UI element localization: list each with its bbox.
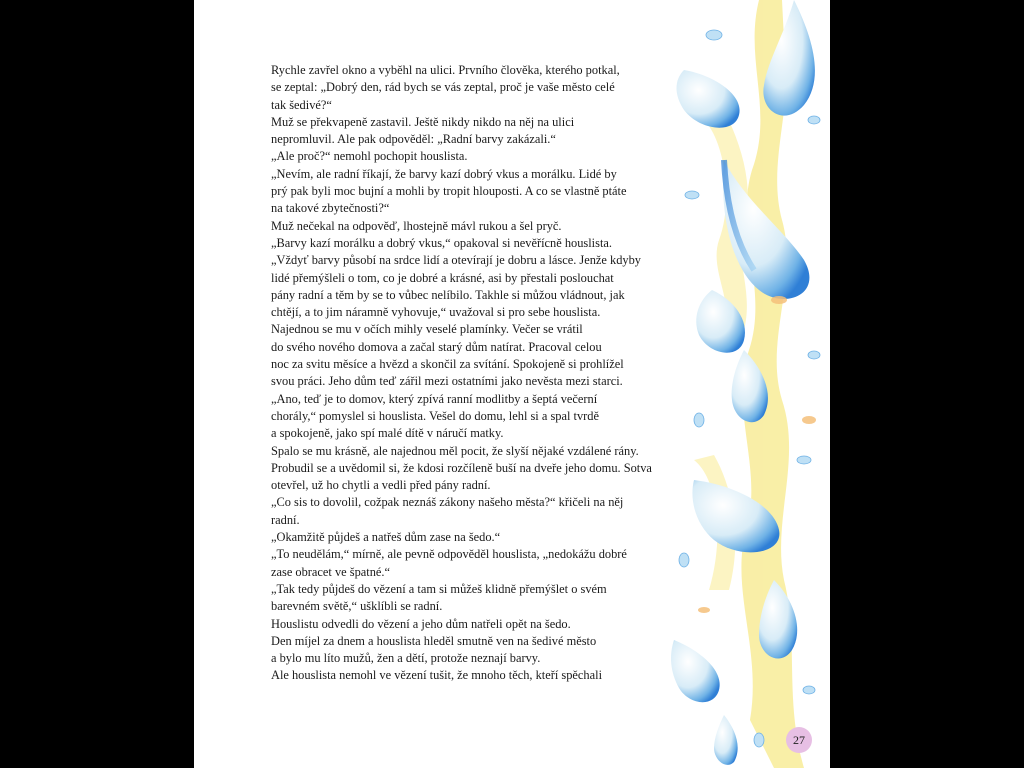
page-number-badge: 27 xyxy=(786,727,812,753)
watercolor-drops-illustration xyxy=(664,0,830,768)
story-text xyxy=(271,62,691,685)
text-line: „Vždyť barvy působí na srdce lidí a otevírají je dobru a lásce. Jenže kdyby xyxy=(271,253,642,268)
text-line: „Nevím, ale radní říkají, že barvy kazí dobrý vkus a morálku. Lidé by xyxy=(271,166,617,181)
book-page xyxy=(194,0,830,768)
text-line: prý pak byli moc bujní a mohli by tropit hlouposti. A co se vlastně ptáte xyxy=(271,184,627,199)
text-line: a bylo mu líto mužů, žen a dětí, protože neznají barvy. xyxy=(271,651,541,666)
text-line: nepromluvil. Ale pak odpověděl: „Radní barvy zakázali.“ xyxy=(271,132,556,147)
text-line: radní. xyxy=(271,512,300,527)
text-line: noc za svitu měsíce a hvězd a skončil za svítání. Spokojeně si prohlížel xyxy=(271,357,624,372)
text-line: se zeptal: „Dobrý den, rád bych se vás zeptal, proč je vaše město celé xyxy=(271,80,615,95)
text-line: Probudil se a uvědomil si, že kdosi rozčíleně buší na dveře jeho domu. Sotva xyxy=(271,460,652,475)
text-line: zase obracet ve špatné.“ xyxy=(271,564,391,579)
text-line: chtějí, a to jim náramně vyhovuje,“ uvažoval si pro sebe houslista. xyxy=(271,305,601,320)
text-line: chorály,“ pomyslel si houslista. Vešel do domu, lehl si a spal tvrdě xyxy=(271,408,599,423)
text-line: Najednou se mu v očích mihly veselé plamínky. Večer se vrátil xyxy=(271,322,583,337)
text-line: „Co sis to dovolil, cožpak neznáš zákony našeho města?“ křičeli na něj xyxy=(271,495,624,510)
text-line: „Tak tedy půjdeš do vězení a tam si můžeš klidně přemýšlet o svém xyxy=(271,581,607,596)
text-line: Muž nečekal na odpověď, lhostejně mávl rukou a šel pryč. xyxy=(271,218,562,233)
text-line: do svého nového domova a začal starý dům natírat. Pracoval celou xyxy=(271,339,602,354)
text-line: „To neudělám,“ mírně, ale pevně odpověděl houslista, „nedokážu dobré xyxy=(271,547,627,562)
text-line: lidé přemýšleli o tom, co je dobré a krásné, asi by přestali poslouchat xyxy=(271,270,614,285)
water-drop-2 xyxy=(677,70,740,128)
text-line: Houslistu odvedli do vězení a jeho dům natřeli opět na šedo. xyxy=(271,616,571,631)
text-line: Den míjel za dnem a houslista hleděl smutně ven na šedivé město xyxy=(271,633,597,648)
text-line: otevřel, už ho chytli a vedli před pány radní. xyxy=(271,478,491,493)
text-line: Ale houslista nemohl ve vězení tušit, že mnoho těch, kteří spěchali xyxy=(271,668,603,683)
text-line: pány radní a těm by se to vůbec nelíbilo. Takhle si můžou vládnout, jak xyxy=(271,287,625,302)
text-line: tak šedivé?“ xyxy=(271,97,332,112)
water-drop-9 xyxy=(714,715,738,765)
water-drop-8 xyxy=(671,640,720,702)
text-line: a spokojeně, jako spí malé dítě v náručí matky. xyxy=(271,426,504,441)
text-line: „Okamžitě půjdeš a natřeš dům zase na šedo.“ xyxy=(271,530,501,545)
text-line: Rychle zavřel okno a vyběhl na ulici. Prvního člověka, kterého potkal, xyxy=(271,63,620,77)
text-line: Spalo se mu krásně, ale najednou měl pocit, že slyší nějaké vzdálené rány. xyxy=(271,443,639,458)
text-line: Muž se překvapeně zastavil. Ještě nikdy nikdo na něj na ulici xyxy=(271,114,575,129)
text-line: na takové zbytečnosti?“ xyxy=(271,201,390,216)
text-line: barevném světě,“ ušklíbli se radní. xyxy=(271,599,443,614)
text-line: svou práci. Jeho dům teď zářil mezi ostatními jako nevěsta mezi starci. xyxy=(271,374,623,389)
text-line: „Ano, teď je to domov, který zpívá ranní modlitby a šeptá večerní xyxy=(271,391,598,406)
text-line: „Ale proč?“ nemohl pochopit houslista. xyxy=(271,149,468,164)
text-line: „Barvy kazí morálku a dobrý vkus,“ opakoval si nevěřícně houslista. xyxy=(271,235,612,250)
